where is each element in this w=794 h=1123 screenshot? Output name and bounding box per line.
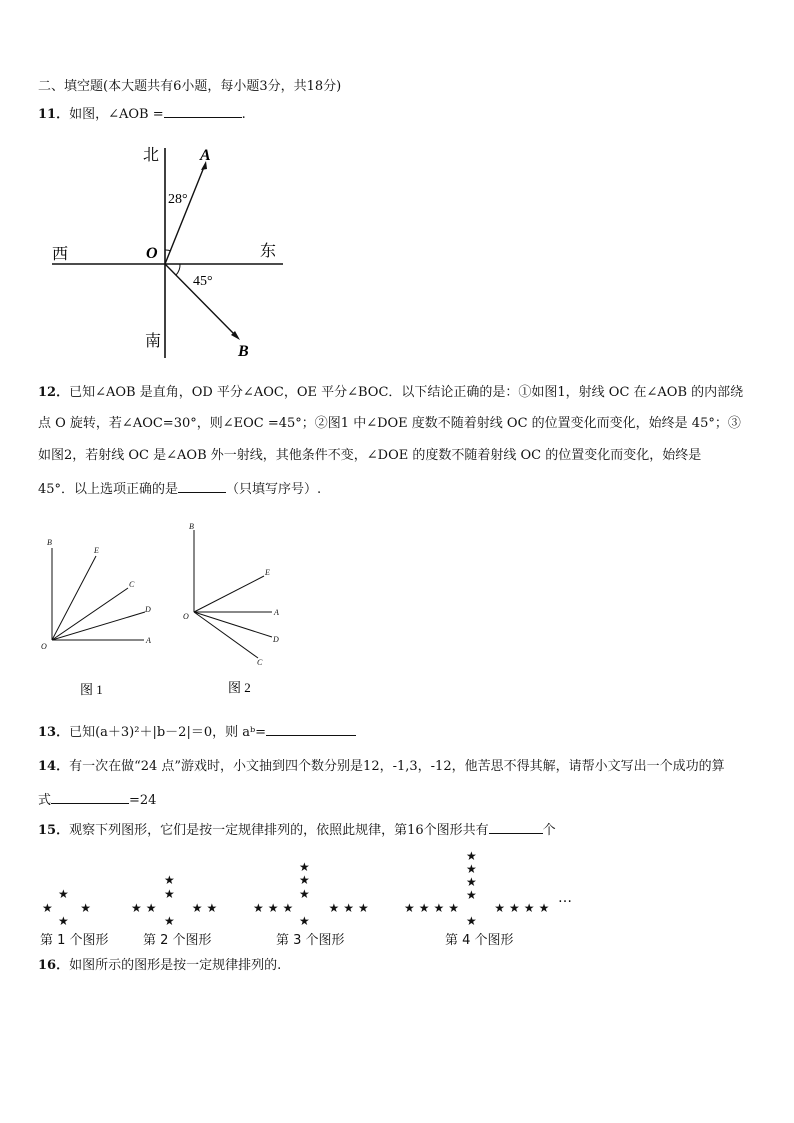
fig2-label-c: C bbox=[257, 658, 263, 667]
star-row: ★ bbox=[466, 914, 481, 928]
south-label: 南 bbox=[145, 333, 162, 350]
star-row: ★ bbox=[466, 862, 481, 876]
question-text: 式 bbox=[38, 793, 52, 808]
question-text: 45°．以上选项正确的是 bbox=[38, 482, 179, 497]
question-12-line2: 点 O 旋转，若∠AOC=30°，则∠EOC =45°；②图1 中∠DOE 度数不随着射线 OC 的位置变化而变化，始终是 45°；③ bbox=[38, 416, 741, 431]
caption-3: 第 3 个图形 bbox=[276, 933, 345, 948]
question-15 bbox=[38, 820, 556, 840]
question-13 bbox=[38, 722, 356, 742]
question-tail: . bbox=[241, 107, 246, 122]
caption-1: 第 1 个图形 bbox=[40, 933, 109, 948]
star-row: ★ bbox=[164, 873, 179, 887]
answer-blank bbox=[266, 722, 356, 736]
north-label: 北 bbox=[143, 147, 160, 164]
ray-oe-1 bbox=[52, 556, 96, 640]
caption-2: 第 2 个图形 bbox=[143, 933, 212, 948]
fig1-label-o: O bbox=[41, 642, 47, 651]
star-row: ★ bbox=[58, 887, 73, 901]
figure-1 bbox=[52, 548, 145, 640]
question-12-line3: 如图2，若射线 OC 是∠AOB 外一射线，其他条件不变，∠DOE 的度数不随着射线 OC 的位置变化而变化，始终是 bbox=[38, 448, 702, 463]
ray-od-2 bbox=[194, 612, 272, 637]
ray-od-1 bbox=[52, 612, 145, 640]
star-row: ★ bbox=[299, 873, 314, 887]
question-text: 已知∠AOB 是直角，OD 平分∠AOC，OE 平分∠BOC．以下结论正确的是：①如图1，射线 OC 在∠AOB 的内部绕 bbox=[69, 385, 744, 400]
star-row: ★★ ★★ bbox=[131, 901, 222, 915]
fig1-label-c: C bbox=[129, 580, 135, 589]
star-row: ★★★★ ★★★★ bbox=[404, 901, 554, 915]
section-title: 二、填空题(本大题共有6小题，每小题3分，共18分) bbox=[38, 79, 342, 94]
ray-oc-1 bbox=[52, 588, 128, 640]
east-label: 东 bbox=[260, 243, 277, 260]
fig2-label-o: O bbox=[183, 612, 189, 621]
star-row: ★ bbox=[58, 914, 73, 928]
fig1-caption: 图 1 bbox=[80, 682, 103, 697]
star-row: ★ bbox=[466, 888, 481, 902]
fig2-label-a: A bbox=[274, 608, 279, 617]
star-row: ★★★ ★★★ bbox=[253, 901, 373, 915]
star-row: ★ bbox=[466, 875, 481, 889]
answer-blank bbox=[489, 820, 543, 834]
fig2-label-e: E bbox=[265, 568, 270, 577]
question-text: 观察下列图形，它们是按一定规律排列的，依照此规律，第16个图形共有 bbox=[69, 823, 489, 838]
fig2-label-d: D bbox=[273, 635, 279, 644]
answer-blank bbox=[51, 790, 129, 804]
star-row: ★ bbox=[164, 887, 179, 901]
figure-2 bbox=[194, 530, 272, 658]
fig2-caption: 图 2 bbox=[228, 680, 251, 695]
ray-oe-2 bbox=[194, 576, 264, 612]
star-row: ★ bbox=[299, 914, 314, 928]
question-unit: 个 bbox=[542, 823, 556, 838]
caption-4: 第 4 个图形 bbox=[445, 933, 514, 948]
question-text: 有一次在做“24 点”游戏时，小文抽到四个数分别是12，-1,3，-12，他苦思不得其解，请帮小文写出一个成功的算 bbox=[69, 759, 725, 774]
question-number: 12． bbox=[38, 385, 70, 400]
origin-label: O bbox=[146, 245, 158, 262]
question-text: 已知(a＋3)²＋|b－2|＝0，则 aᵇ= bbox=[69, 725, 267, 740]
star-row: ★ ★ bbox=[42, 901, 95, 915]
fig1-label-a: A bbox=[146, 636, 151, 645]
question-tail: =24 bbox=[129, 793, 157, 808]
question-number: 15． bbox=[38, 823, 70, 838]
angle-45-label: 45° bbox=[193, 274, 213, 289]
question-14-line2 bbox=[38, 790, 156, 810]
west-label: 西 bbox=[52, 246, 69, 263]
fig2-label-b: B bbox=[189, 522, 194, 531]
question-text: 如图所示的图形是按一定规律排列的. bbox=[69, 958, 282, 973]
point-a-label: A bbox=[200, 147, 211, 164]
fig1-label-b: B bbox=[47, 538, 52, 547]
question-14-line1 bbox=[38, 758, 725, 776]
ray-oc-2 bbox=[194, 612, 258, 658]
question-tail: （只填写序号）. bbox=[226, 482, 322, 497]
ellipsis: … bbox=[558, 890, 572, 906]
angle-28-label: 28° bbox=[168, 192, 188, 207]
question-text: 如图，∠AOB = bbox=[69, 107, 164, 122]
star-row: ★ bbox=[299, 860, 314, 874]
fig1-label-e: E bbox=[94, 546, 99, 555]
question-16 bbox=[38, 957, 281, 975]
star-row: ★ bbox=[466, 849, 481, 863]
question-number: 16． bbox=[38, 958, 70, 973]
fig1-label-d: D bbox=[145, 605, 151, 614]
question-number: 11． bbox=[38, 107, 70, 122]
point-b-label: B bbox=[238, 343, 249, 360]
star-row: ★ bbox=[164, 914, 179, 928]
question-number: 13． bbox=[38, 725, 70, 740]
question-number: 14． bbox=[38, 759, 70, 774]
star-row: ★ bbox=[299, 887, 314, 901]
